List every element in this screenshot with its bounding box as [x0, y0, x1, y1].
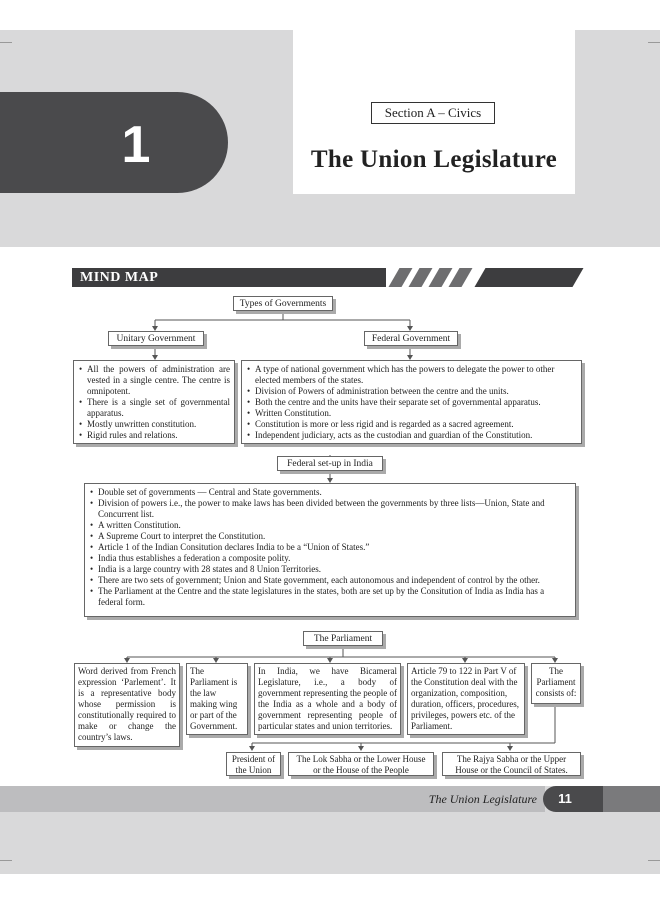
list-item: • Written Constitution. — [247, 408, 577, 419]
mind-map-heading: MIND MAP — [80, 270, 159, 285]
list-item: • Rigid rules and relations. — [79, 430, 230, 441]
federal-government-label: Federal Government — [364, 331, 458, 346]
federal-points-box — [241, 360, 582, 444]
federal-india-points-box — [84, 483, 576, 617]
list-item: • Both the centre and the units have their separate set of governmental apparatus. — [247, 397, 577, 408]
rajya-sabha-box: The Rajya Sabha or the Upper House or the Council of States. — [442, 752, 581, 776]
mind-map-bar-tail — [475, 268, 584, 287]
decor-stripe — [449, 268, 473, 287]
list-item: • India is a large country with 28 states and 8 Union Territories. — [90, 564, 571, 575]
list-item: • Division of powers i.e., the power to make laws has been divided between the governments by three lists—Union, State and Concurrent list. — [90, 498, 571, 520]
list-item: • A written Constitution. — [90, 520, 571, 531]
chapter-title: The Union Legislature — [310, 146, 558, 173]
parliament-origin-box: Word derived from French expression ‘Parlement’. It is a representative body whose permission is constitutionally required to make or change the country’s laws. — [74, 663, 180, 747]
list-item: • Mostly unwritten constitution. — [79, 419, 230, 430]
crop-mark — [648, 42, 660, 43]
lok-sabha-box: The Lok Sabha or the Lower House or the House of the People — [288, 752, 434, 776]
list-item: • Article 1 of the Indian Consitution declares India to be a “Union of States.” — [90, 542, 571, 553]
list-item: • All the powers of administration are vested in a single centre. The centre is omnipotent. — [79, 364, 230, 397]
list-item: • Double set of governments — Central and State governments. — [90, 487, 571, 498]
federal-setup-india-label: Federal set-up in India — [277, 456, 383, 471]
parliament-role-box: The Parliament is the law making wing or part of the Government. — [186, 663, 248, 735]
consists-of-box: The Parliament consists of: — [531, 663, 581, 704]
bicameral-box: In India, we have Bicameral Legislature, i.e., a body of government representing the people of the India as a whole and a body of government representing people of particular states and union territories. — [254, 663, 401, 735]
list-item: • There are two sets of government; Union and State government, each autonomous and independent of control by the other. — [90, 575, 571, 586]
list-item: • Independent judiciary, acts as the custodian and guardian of the Constitution. — [247, 430, 577, 441]
list-item: • The Parliament at the Centre and the state legislatures in the states, both are set up by the Consitution of India as India has a federal form. — [90, 586, 571, 608]
list-item: • A Supreme Court to interpret the Constitution. — [90, 531, 571, 542]
page-number: 11 — [558, 791, 572, 806]
list-item: • India thus establishes a federation a composite polity. — [90, 553, 571, 564]
section-label: Section A – Civics — [371, 102, 495, 124]
running-title: The Union Legislature — [428, 792, 537, 806]
crop-mark — [0, 860, 12, 861]
crop-mark — [648, 860, 660, 861]
articles-box: Article 79 to 122 in Part V of the Constitution deal with the organization, composition, duration, officers, procedures, privileges, powers etc. of the Parliament. — [407, 663, 525, 735]
president-box: President of the Union — [226, 752, 281, 776]
crop-mark — [0, 42, 12, 43]
types-of-governments-box: Types of Governments — [233, 296, 333, 311]
unitary-government-label: Unitary Government — [108, 331, 204, 346]
list-item: • Division of Powers of administration between the centre and the units. — [247, 386, 577, 397]
list-item: • Constitution is more or less rigid and is regarded as a sacred agreement. — [247, 419, 577, 430]
parliament-label: The Parliament — [303, 631, 383, 646]
list-item: • A type of national government which has the powers to delegate the power to other elected members of the states. — [247, 364, 577, 386]
chapter-number: 1 — [121, 116, 151, 174]
list-item: • There is a single set of governmental apparatus. — [79, 397, 230, 419]
unitary-points-box — [73, 360, 235, 444]
